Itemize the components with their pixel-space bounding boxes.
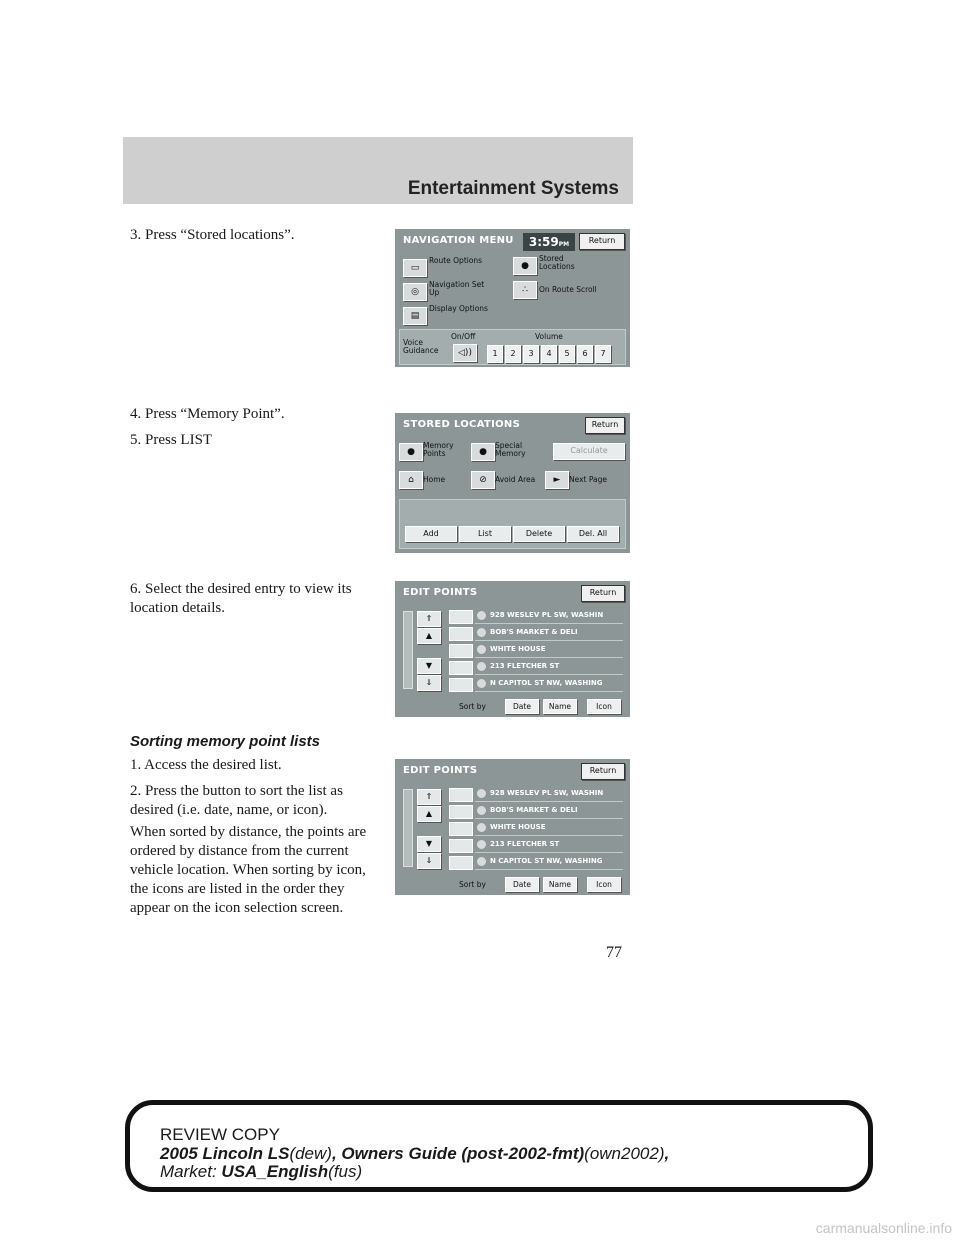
market-label: Market: <box>160 1162 217 1181</box>
page-down-button[interactable] <box>417 853 441 869</box>
list-item-label: N CAPITOL ST NW, WASHING <box>490 679 603 687</box>
pin-icon: ● <box>479 447 487 457</box>
delete-all-button[interactable]: Del. All <box>567 526 619 542</box>
model-code: (dew) <box>289 1144 332 1163</box>
list-item[interactable] <box>475 786 623 802</box>
sort-date-button[interactable]: Date <box>505 699 539 714</box>
volume-4-button[interactable]: 4 <box>541 345 557 363</box>
guide-code: (own2002) <box>584 1144 665 1163</box>
sort-icon-button[interactable]: Icon <box>587 877 621 892</box>
display-options-label: Display Options <box>429 304 488 313</box>
clock-suffix: PM <box>558 241 570 248</box>
list-item-label: BOB'S MARKET & DELI <box>490 806 578 814</box>
scroll-up-button[interactable] <box>417 628 441 644</box>
row-select-box[interactable] <box>449 805 473 819</box>
separator: , <box>664 1144 670 1163</box>
row-select-box[interactable] <box>449 610 473 624</box>
sort-by-label: Sort by <box>459 880 486 889</box>
sorting-step-1: 1. Access the desired list. <box>130 757 282 773</box>
home-icon: ⌂ <box>408 475 414 485</box>
voice-toggle-button[interactable] <box>453 344 477 362</box>
screen-title: EDIT POINTS <box>403 765 478 776</box>
sorting-step-2: 2. Press the button to sort the list as desired (i.e. date, name, or icon). <box>130 783 343 818</box>
page-up-button[interactable] <box>417 789 441 805</box>
pin-icon <box>477 628 486 637</box>
avoid-area-label: Avoid Area <box>495 475 536 484</box>
list-item[interactable] <box>475 659 623 675</box>
row-select-box[interactable] <box>449 839 473 853</box>
display-options-button[interactable] <box>403 307 427 325</box>
model-name: 2005 Lincoln LS <box>160 1144 290 1163</box>
clock-time: 3:59 <box>528 235 559 249</box>
list-item[interactable] <box>475 803 623 819</box>
double-down-arrow-icon: ⇓ <box>425 856 433 865</box>
avoid-icon: ⊘ <box>479 475 487 485</box>
add-button[interactable]: Add <box>405 526 457 542</box>
list-item[interactable] <box>475 837 623 853</box>
market-line <box>160 1163 362 1181</box>
home-button[interactable] <box>399 471 423 489</box>
sort-name-button[interactable]: Name <box>543 877 577 892</box>
list-item[interactable] <box>475 676 623 692</box>
navigation-setup-label: Navigation Set Up <box>429 280 485 297</box>
screen-title: NAVIGATION MENU <box>403 235 514 246</box>
pin-icon <box>477 823 486 832</box>
sorting-heading: Sorting memory point lists <box>130 733 321 750</box>
page-number: 77 <box>606 944 622 961</box>
section-header-band <box>123 137 633 204</box>
list-item[interactable] <box>475 854 623 870</box>
edit-points-screen <box>395 581 630 717</box>
pin-icon <box>477 857 486 866</box>
navigation-setup-button[interactable] <box>403 283 427 301</box>
stored-locations-label: Stored Locations <box>539 254 575 271</box>
volume-label: Volume <box>535 332 563 341</box>
sorting-paragraph: When sorted by distance, the points are ordered by distance from the current vehicle location. When sorting by icon, the icons are listed in the order they appear on the icon selection screen. <box>130 824 367 916</box>
up-arrow-icon: ▲ <box>425 809 433 818</box>
sort-date-button[interactable]: Date <box>505 877 539 892</box>
row-select-box[interactable] <box>449 678 473 692</box>
watermark-text: carmanualsonline.info <box>815 1220 952 1236</box>
special-memory-button[interactable] <box>471 443 495 461</box>
volume-7-button[interactable]: 7 <box>595 345 611 363</box>
list-item-label: 928 WESLEV PL SW, WASHIN <box>490 611 604 619</box>
pin-icon: ● <box>521 261 529 271</box>
screen-title: STORED LOCATIONS <box>403 419 521 430</box>
list-item[interactable] <box>475 820 623 836</box>
double-up-arrow-icon: ⇑ <box>425 614 433 623</box>
on-route-scroll-label: On Route Scroll <box>539 285 597 294</box>
list-item-label: WHITE HOUSE <box>490 823 546 831</box>
pin-icon <box>477 645 486 654</box>
row-select-box[interactable] <box>449 627 473 641</box>
list-item[interactable] <box>475 608 623 624</box>
list-item-label: 213 FLETCHER ST <box>490 840 560 848</box>
display-icon: ▤ <box>410 311 420 321</box>
screen-title: EDIT POINTS <box>403 587 478 598</box>
row-select-box[interactable] <box>449 822 473 836</box>
on-off-label: On/Off <box>451 332 476 341</box>
calculate-button[interactable]: Calculate <box>553 443 625 460</box>
list-item-label: N CAPITOL ST NW, WASHING <box>490 857 603 865</box>
scroll-down-button[interactable] <box>417 836 441 852</box>
list-item-label: 928 WESLEV PL SW, WASHIN <box>490 789 604 797</box>
step-5-text: 5. Press LIST <box>130 432 213 448</box>
next-page-button[interactable] <box>545 471 569 489</box>
market-code: (fus) <box>328 1162 363 1181</box>
market-value: USA_English <box>221 1162 329 1181</box>
pin-icon <box>477 789 486 798</box>
down-arrow-icon: ▼ <box>425 661 433 670</box>
pin-icon <box>477 679 486 688</box>
return-button[interactable]: Return <box>585 417 625 434</box>
pin-icon <box>477 611 486 620</box>
step-3-text: 3. Press “Stored locations”. <box>130 227 295 243</box>
pin-icon <box>477 662 486 671</box>
arrow-right-icon: ► <box>553 475 561 485</box>
special-memory-label: Special Memory <box>495 441 526 458</box>
row-select-box[interactable] <box>449 856 473 870</box>
double-down-arrow-icon: ⇓ <box>425 678 433 687</box>
down-arrow-icon: ▼ <box>425 839 433 848</box>
scroll-down-button[interactable] <box>417 658 441 674</box>
return-button[interactable]: Return <box>581 763 625 780</box>
list-item-label: 213 FLETCHER ST <box>490 662 560 670</box>
step-4-text: 4. Press “Memory Point”. <box>130 406 285 422</box>
pin-icon <box>477 806 486 815</box>
pin-icon <box>477 840 486 849</box>
volume-6-button[interactable]: 6 <box>577 345 593 363</box>
sort-by-label: Sort by <box>459 702 486 711</box>
pin-icon: ● <box>407 447 415 457</box>
step-6-text: 6. Select the desired entry to view its location details. <box>130 581 352 616</box>
navigation-menu-screen <box>395 229 630 367</box>
memory-points-label: Memory Points <box>423 441 454 458</box>
list-scrollbar[interactable] <box>403 789 413 867</box>
clock-display <box>523 233 575 251</box>
home-label: Home <box>423 475 446 484</box>
edit-points-screen <box>395 759 630 895</box>
return-button[interactable]: Return <box>581 585 625 602</box>
document-info-line <box>160 1145 669 1163</box>
speaker-icon: ◁)) <box>458 348 472 358</box>
route-options-label: Route Options <box>429 256 483 265</box>
sort-name-button[interactable]: Name <box>543 699 577 714</box>
list-item-label: WHITE HOUSE <box>490 645 546 653</box>
list-item-label: BOB'S MARKET & DELI <box>490 628 578 636</box>
scroll-up-button[interactable] <box>417 806 441 822</box>
volume-1-button[interactable]: 1 <box>487 345 503 363</box>
page-up-button[interactable] <box>417 611 441 627</box>
return-button[interactable]: Return <box>579 233 625 250</box>
route-icon: ▭ <box>410 263 420 273</box>
up-arrow-icon: ▲ <box>425 631 433 640</box>
list-button[interactable]: List <box>459 526 511 542</box>
page-down-button[interactable] <box>417 675 441 691</box>
volume-2-button[interactable]: 2 <box>505 345 521 363</box>
row-select-box[interactable] <box>449 661 473 675</box>
avoid-area-button[interactable] <box>471 471 495 489</box>
stored-locations-screen <box>395 413 630 553</box>
memory-points-button[interactable] <box>399 443 423 461</box>
double-up-arrow-icon: ⇑ <box>425 792 433 801</box>
stored-locations-button[interactable] <box>513 257 537 275</box>
section-title: Entertainment Systems <box>407 178 619 199</box>
next-page-label: Next Page <box>569 475 608 484</box>
row-select-box[interactable] <box>449 644 473 658</box>
delete-button[interactable]: Delete <box>513 526 565 542</box>
volume-3-button[interactable]: 3 <box>523 345 539 363</box>
review-copy-label: REVIEW COPY <box>160 1125 280 1144</box>
sort-icon-button[interactable]: Icon <box>587 699 621 714</box>
list-item[interactable] <box>475 625 623 641</box>
list-item[interactable] <box>475 642 623 658</box>
scroll-icon: ∴ <box>522 285 528 295</box>
row-select-box[interactable] <box>449 788 473 802</box>
on-route-scroll-button[interactable] <box>513 281 537 299</box>
volume-5-button[interactable]: 5 <box>559 345 575 363</box>
route-options-button[interactable] <box>403 259 427 277</box>
setup-icon: ◎ <box>411 287 419 297</box>
voice-guidance-label: Voice Guidance <box>403 338 439 355</box>
guide-name: , Owners Guide (post-2002-fmt) <box>331 1144 585 1163</box>
list-scrollbar[interactable] <box>403 611 413 689</box>
